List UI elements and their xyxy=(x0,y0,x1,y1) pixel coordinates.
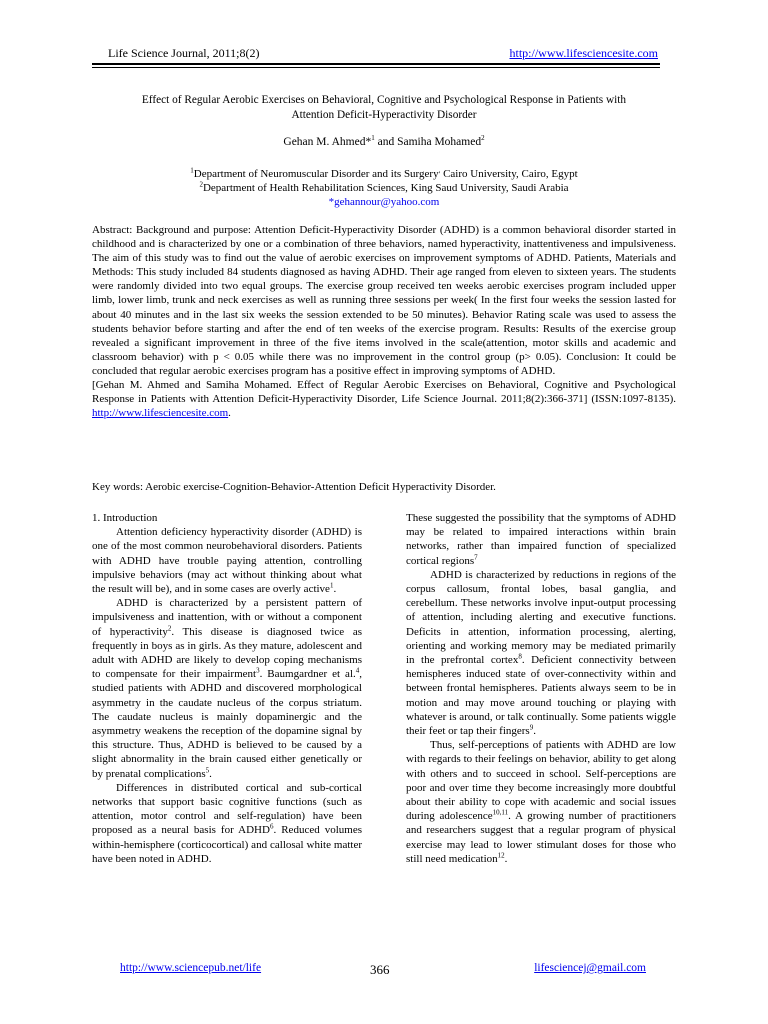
abstract-text: Abstract: Background and purpose: Attention Deficit-Hyperactivity Disorder (ADHD) is a common behavioral disorder started in childhood and is characterized by one or a combination of three behaviors, named hyperactivity, inattentiveness and impulsiveness. The aim of this study was to find out the value of aerobic exercises on improvement symptoms of ADHD. Patients, Materials and Methods: This study included 84 students diagnosed as having ADHD. Their age ranged from eleven to sixteen years. The students were randomly divided into two equal groups. The exercise group received ten weeks aerobic exercises program included upper limb, lower limb, trunk and neck exercises as well as running three sessions per week( In the first four weeks the session lasted for about 40 minutes and in the last six weeks the session extended to be 50 minutes). Behavior Rating scale was used to assess the students behavior before starting and after the end of ten weeks of the exercise program. Results: Results of the exercise group revealed a significant improvement in three of the five items involved in the scale(attention, motor skills and academic and classroom behavior) with p < 0.05 while there was no improvement in the control group (p> 0.05). Conclusion: It could be concluded that regular aerobic exercises program has a positive effect in improving symptoms of ADHD. xyxy=(92,224,676,377)
author-1-affil: 1 xyxy=(371,134,375,143)
running-header xyxy=(92,44,662,62)
title-line-1: Effect of Regular Aerobic Exercises on Behavioral, Cognitive and Psychological Response in Patients with xyxy=(141,94,627,106)
abstract xyxy=(92,223,676,420)
author-email[interactable]: *gehannour@yahoo.com xyxy=(328,196,440,208)
author-line xyxy=(92,136,676,148)
author-2: and Samiha Mohamed xyxy=(374,136,482,148)
page-footer xyxy=(92,962,676,980)
page-number: 366 xyxy=(370,962,390,977)
paper-title xyxy=(92,93,676,123)
paragraph: Attention deficiency hyperactivity disorder (ADHD) is one of the most common neurobehavioral disorders. Patients with ADHD have trouble paying attention, controlling impulsive behaviors (may act without thinking about what the result will be), and in some cases are overly active$^1$. xyxy=(92,526,362,596)
paragraph: Thus, self-perceptions of patients with ADHD are low with regards to their feelings on behavior, ability to get along with others and to succeed in school. Self-perceptions are poor and over time they become increasingly more doubtful about their ability to cope with academic and social issues during adolescence$^{10,11}$. A growing number of practitioners and researchers suggest that a regular program of physical exercise may lead to lower stimulant doses for those who still need medication$^{12}$. xyxy=(406,739,677,865)
paragraph: ADHD is characterized by a persistent pattern of impulsiveness and inattention, with or without a component of hyperactivity$^2$. This disease is diagnosed twice as frequently in boys as in girls. As they mature, adolescent and adult with ADHD are likely to develop coping mechanisms to compensate for their impairment$^3$. Baumgardner et al.$^4$, studied patients with ADHD and discovered morphological asymmetry in the caudate nucleus of the corpus striatum. The caudate nucleus is mainly dopaminergic and the asymmetry weakens the reception of the dopamine signal by this structure. Thus, ADHD is believed to be caused by a slight abnormality in the brain caused either genetically or by prenatal complications$^5$. xyxy=(92,597,362,780)
paragraph: Differences in distributed cortical and sub-cortical networks that support basic cognitive functions (such as attention, motor control and self-regulation) have been proposed as a neural basis for ADHD$^6$. Reduced volumes within-hemisphere (corticocortical) and callosal white matter have been noted in ADHD. xyxy=(92,781,362,865)
paragraph: These suggested the possibility that the symptoms of ADHD may be related to impaired interactions within brain networks, rather than impaired function of specialized cortical regions$^7$ xyxy=(406,512,676,567)
footer-email-link[interactable]: lifesciencej@gmail.com xyxy=(534,962,646,974)
author-2-affil: 2 xyxy=(481,134,485,143)
paragraph: ADHD is characterized by reductions in regions of the corpus callosum, frontal lobes, basal ganglia, and cerebellum. These networks involve input-output processing of attention, including alerting and executive functions. Deficits in attention, information processing, alerting, orienting and working memory may be mediated primarily in the prefrontal cortex$^8$. Deficient connectivity between hemispheres induced state of over-connectivity within and between frontal hemispheres. Patients always seem to be in motion and may move around touching or playing with whatever is around, or talk continually. Some patients wiggle their feet or tap their fingers$^9$. xyxy=(406,568,676,738)
author-1: Gehan M. Ahmed* xyxy=(283,136,372,148)
title-line-2: Attention Deficit-Hyperactivity Disorder xyxy=(291,109,477,121)
header-rule xyxy=(92,63,660,65)
right-column xyxy=(406,511,676,866)
keywords: Key words: Aerobic exercise-Cognition-Behavior-Attention Deficit Hyperactivity Disorder. xyxy=(92,481,496,493)
section-heading: 1. Introduction xyxy=(92,512,158,524)
citation-link[interactable]: http://www.lifesciencesite.com xyxy=(92,407,229,420)
journal-site-link[interactable]: http://www.lifesciencesite.com xyxy=(509,46,658,60)
citation: [Gehan M. Ahmed and Samiha Mohamed. Effect of Regular Aerobic Exercises on Behavioral, Cognitive and Psychological Response in Patients with Attention Deficit-Hyperactivity Disorder, Life Science Journal. 2011;8(2):366-371] (ISSN:1097-8135). http://www.lifesciencesite.com. xyxy=(92,379,676,420)
left-column xyxy=(92,511,362,866)
footer-publisher-link[interactable]: http://www.sciencepub.net/life xyxy=(120,962,262,974)
header-rule-thin xyxy=(92,67,660,68)
journal-citation: Life Science Journal, 2011;8(2) xyxy=(108,46,260,60)
affiliations xyxy=(92,167,676,209)
affiliation-1: $^1$Department of Neuromuscular Disorder and its Surgery, Cairo University, Cairo, Egypt xyxy=(190,166,578,180)
affiliation-2: $^2$Department of Health Rehabilitation Sciences, King Saud University, Saudi Arabia xyxy=(199,180,569,194)
